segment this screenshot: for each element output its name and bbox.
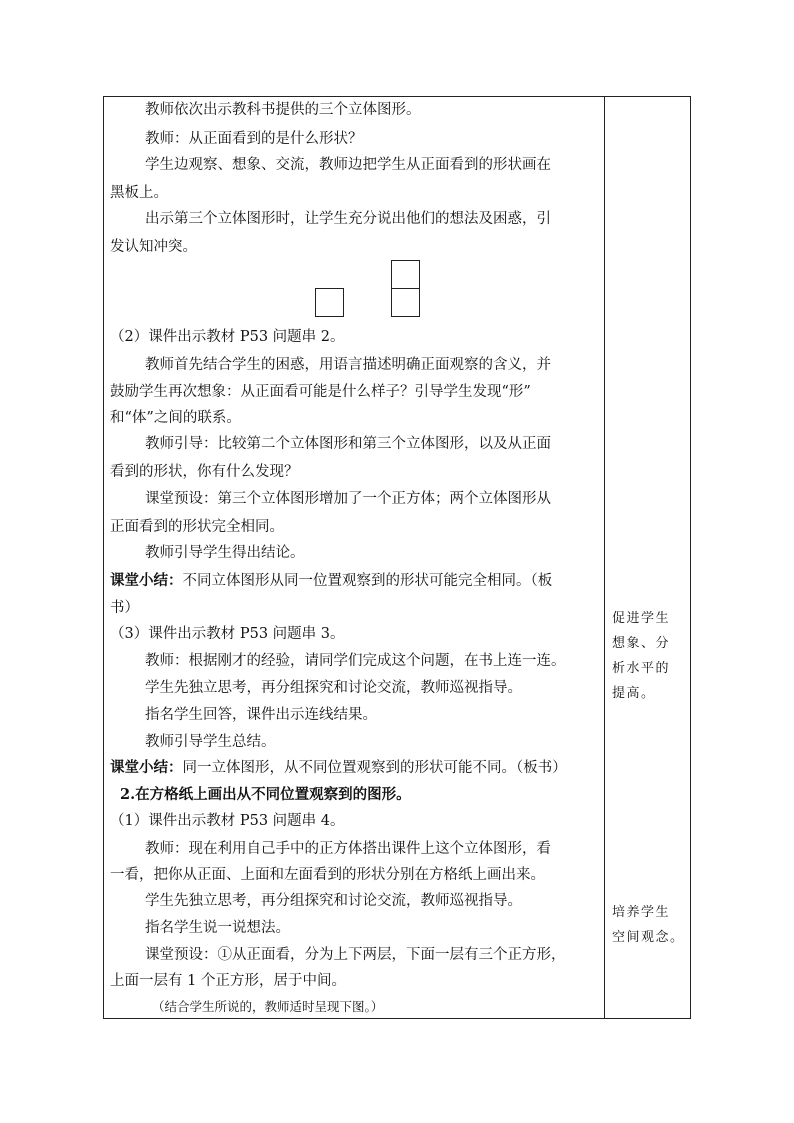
side-note-line: 培养学生 (612, 905, 671, 920)
text-line: 课堂预设：①从正面看，分为上下两层，下面一层有三个正方形， (145, 947, 566, 963)
text-line: （3）课件出示教材 P53 问题串 3。 (110, 626, 345, 642)
text-line: 正面看到的形状完全相同。 (110, 519, 284, 535)
side-note-line: 提高。 (612, 686, 656, 701)
summary-label: 课堂小结： (110, 572, 183, 589)
text-line: 发认知冲突。 (110, 239, 197, 255)
text-line: 上面一层有 1 个正方形，居于中间。 (110, 973, 346, 989)
text-line: （1）课件出示教材 P53 问题串 4。 (110, 813, 345, 829)
figure-note: （结合学生所说的，教师适时呈现下图。） (152, 999, 384, 1014)
column-divider (604, 96, 605, 1019)
text-line: 教师：从正面看到的是什么形状？ (145, 131, 363, 147)
text-line: 学生先独立思考，再分组探究和讨论交流，教师巡视指导。 (145, 893, 522, 909)
text-line: （2）课件出示教材 P53 问题串 2。 (110, 329, 345, 345)
text-line: 教师引导学生总结。 (145, 734, 276, 750)
text-line: 黑板上。 (110, 185, 168, 201)
single-square (315, 288, 344, 317)
summary-text: 同一立体图形，从不同位置观察到的形状可能不同。（板书） (182, 760, 567, 776)
side-note-line: 析水平的 (612, 661, 671, 676)
text-line: 和“体”之间的联系。 (110, 410, 241, 426)
text-line: 出示第三个立体图形时，让学生充分说出他们的想法及困惑，引 (145, 211, 551, 227)
text-line: 指名学生回答，课件出示连线结果。 (145, 707, 377, 723)
side-note-1 (612, 606, 670, 706)
text-line: 指名学生说一说想法。 (145, 920, 290, 936)
text-line: 教师引导：比较第二个立体图形和第三个立体图形，以及从正面 (145, 436, 551, 452)
text-line: 教师引导学生得出结论。 (145, 545, 305, 561)
text-line: 教师：现在利用自己手中的正方体搭出课件上这个立体图形，看 (145, 841, 551, 857)
text-line: 书） (110, 600, 139, 616)
text-line: 教师依次出示教科书提供的三个立体图形。 (145, 102, 421, 118)
text-line: 看到的形状，你有什么发现？ (110, 464, 299, 480)
text-line: 鼓励学生再次想象：从正面看可能是什么样子？引导学生发现“形” (110, 384, 531, 400)
side-note-line: 空间观念。 (612, 930, 685, 945)
section-heading (120, 785, 411, 805)
stacked-square-bottom (391, 288, 420, 317)
text-line: 教师：根据刚才的经验，请同学们完成这个问题，在书上连一连。 (145, 653, 566, 669)
side-note-2 (612, 900, 685, 950)
summary-label: 课堂小结： (110, 759, 183, 776)
text-line: 学生先独立思考，再分组探究和讨论交流，教师巡视指导。 (145, 680, 522, 696)
text-line: 教师首先结合学生的困惑，用语言描述明确正面观察的含义，并 (145, 357, 551, 373)
section-heading-rest: 从不同位置观察到的图形。 (236, 786, 411, 803)
section-heading-bold: 2.在方格纸上画出 (120, 786, 237, 803)
summary-line (110, 571, 552, 591)
stacked-square-top (391, 260, 420, 289)
side-note-line: 促进学生 (612, 611, 671, 626)
text-line: 学生边观察、想象、交流，教师边把学生从正面看到的形状画在 (145, 157, 551, 173)
text-line: 一看，把你从正面、上面和左面看到的形状分别在方格纸上画出来。 (110, 867, 545, 883)
text-line: 课堂预设：第三个立体图形增加了一个正方体；两个立体图形从 (145, 491, 551, 507)
summary-text: 不同立体图形从同一位置观察到的形状可能完全相同。（板 (182, 573, 553, 589)
summary-line (110, 758, 567, 778)
side-note-line: 想象、分 (612, 636, 671, 651)
